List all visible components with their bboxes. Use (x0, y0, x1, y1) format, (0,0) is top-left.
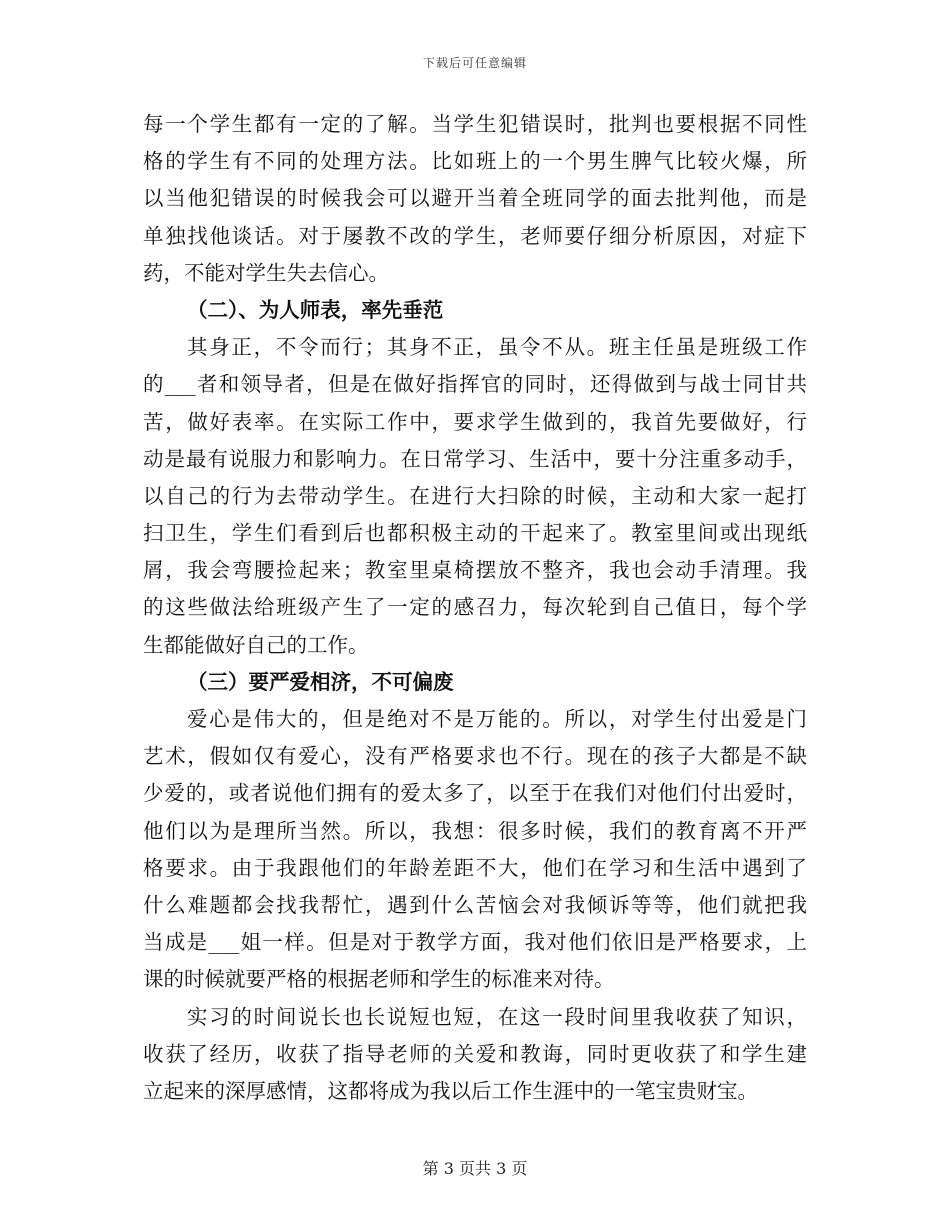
text-line: 收获了经历，收获了指导老师的关爱和教诲，同时更收获了和学生建 (143, 1041, 807, 1066)
paragraph-1 (143, 106, 807, 292)
text-line: 什么难题都会找我帮忙，遇到什么苦恼会对我倾诉等等，他们就把我 (143, 892, 807, 917)
text-line: 课的时候就要严格的根据老师和学生的标准来对待。 (143, 967, 615, 992)
text-line: 当成是___姐一样。但是对于教学方面，我对他们依旧是严格要求，上 (143, 930, 807, 955)
text-line: 苦，做好表率。在实际工作中，要求学生做到的，我首先要做好，行 (143, 409, 807, 434)
page-header: 下载后可任意编辑 (422, 56, 527, 70)
header-rule (143, 76, 807, 77)
text-line: 扫卫生，学生们看到后也都积极主动的干起来了。教室里间或出现纸 (143, 521, 807, 546)
text-line: 以当他犯错误的时候我会可以避开当着全班同学的面去批判他，而是 (143, 186, 807, 211)
text-line: 的___者和领导者，但是在做好指挥官的同时，还得做到与战士同甘共 (143, 372, 807, 397)
text-line: 生都能做好自己的工作。 (143, 632, 369, 657)
text-line: 他们以为是理所当然。所以，我想：很多时候，我们的教育离不开严 (143, 818, 807, 843)
text-line: 的这些做法给班级产生了一定的感召力，每次轮到自己值日，每个学 (143, 595, 807, 620)
text-line: 每一个学生都有一定的了解。当学生犯错误时，批判也要根据不同性 (143, 112, 807, 136)
document-body (143, 106, 807, 1110)
paragraph-4 (143, 999, 807, 1111)
text-line: 格要求。由于我跟他们的年龄差距不大，他们在学习和生活中遇到了 (143, 855, 807, 880)
text-line: 格的学生有不同的处理方法。比如班上的一个男生脾气比较火爆，所 (143, 149, 807, 174)
text-line: 实习的时间说长也长说短也短，在这一段时间里我收获了知识， (187, 1004, 807, 1029)
text-line: 屑，我会弯腰捡起来；教室里桌椅摆放不整齐，我也会动手清理。我 (143, 558, 807, 583)
text-line: 动是最有说服力和影响力。在日常学习、生活中，要十分注重多动手， (143, 446, 807, 471)
text-line: 立起来的深厚感情，这都将成为我以后工作生涯中的一笔宝贵财宝。 (143, 1078, 758, 1103)
text-line: 爱心是伟大的，但是绝对不是万能的。所以，对学生付出爱是门 (187, 707, 807, 731)
page-number: 第 3 页共 3 页 (422, 1159, 528, 1178)
text-line: 单独找他谈话。对于屡教不改的学生，老师要仔细分析原因，对症下 (143, 223, 807, 248)
text-line: 艺术，假如仅有爱心，没有严格要求也不行。现在的孩子大都是不缺 (143, 744, 807, 769)
text-line: 其身正，不令而行；其身不正，虽令不从。班主任虽是班级工作 (187, 335, 807, 360)
text-line: 以自己的行为去带动学生。在进行大扫除的时候，主动和大家一起打 (143, 483, 807, 508)
section-heading-3: （三）要严爱相济，不可偏废 (187, 669, 454, 694)
text-line: 少爱的，或者说他们拥有的爱太多了，以至于在我们对他们付出爱时， (143, 781, 807, 806)
section-heading-2: （二）、为人师表，率先垂范 (187, 297, 444, 322)
text-line: 药，不能对学生失去信心。 (143, 260, 389, 285)
paragraph-2 (143, 329, 807, 664)
paragraph-3 (143, 701, 807, 999)
